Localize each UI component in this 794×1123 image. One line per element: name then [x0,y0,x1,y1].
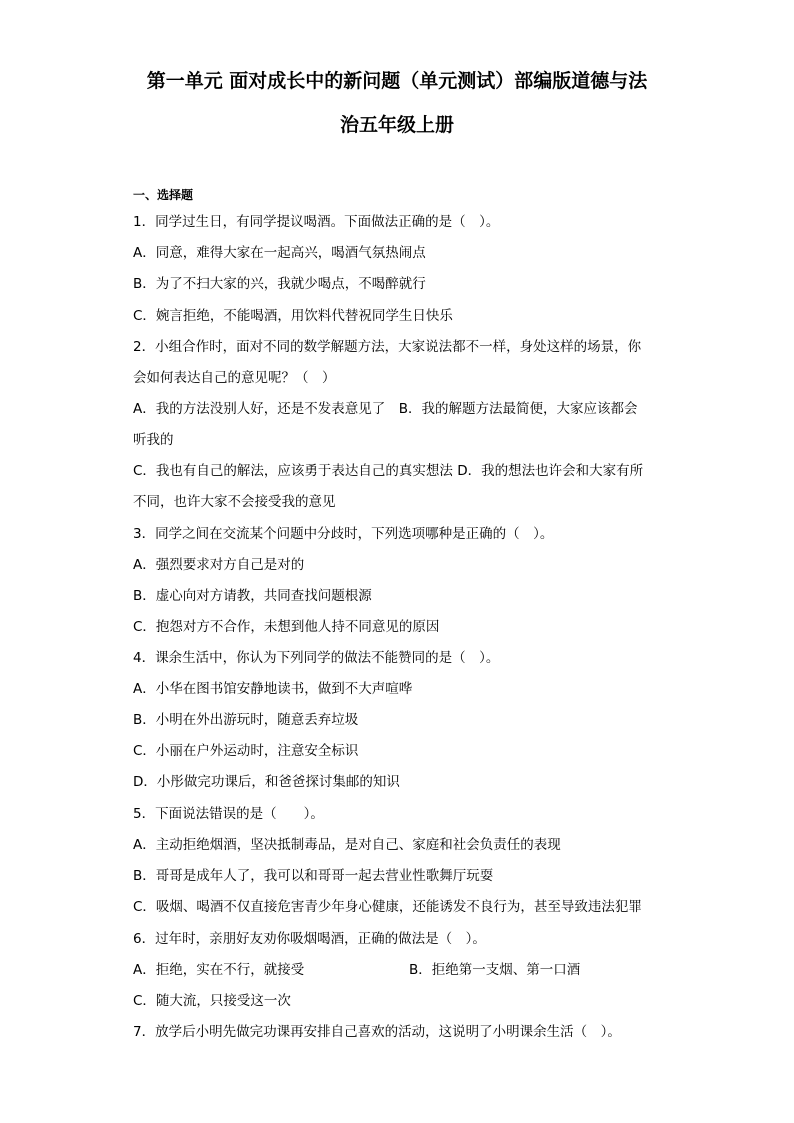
question-4-stem: 4．课余生活中，你认为下列同学的做法不能赞同的是（ ）。 [133,650,500,666]
question-1-option-a: A．同意，难得大家在一起高兴，喝酒气氛热闹点 [133,245,426,261]
question-4-option-a: A．小华在图书馆安静地读书，做到不大声喧哗 [133,681,413,697]
question-2-options-line-4: 不同，也许大家不会接受我的意见 [133,494,336,510]
question-1-option-b: B．为了不扫大家的兴，我就少喝点，不喝醉就行 [133,276,426,292]
question-3-option-a: A．强烈要求对方自己是对的 [133,557,305,573]
question-7-stem: 7．放学后小明先做完功课再安排自己喜欢的活动，这说明了小明课余生活（ ）。 [133,1024,621,1040]
question-5-option-b: B．哥哥是成年人了，我可以和哥哥一起去营业性歌舞厅玩耍 [133,868,494,884]
question-6-option-a: A．拒绝，实在不行，就接受 [133,962,305,978]
page-title-line-2: 治五年级上册 [339,114,454,136]
question-2-options-line-3: C．我也有自己的解法，应该勇于表达自己的真实想法 D．我的想法也许会和大家有所 [133,463,644,479]
question-5-option-a: A．主动拒绝烟酒，坚决抵制毒品，是对自己、家庭和社会负责任的表现 [133,837,561,853]
page-title-line-1: 第一单元 面对成长中的新问题（单元测试）部编版道德与法 [146,70,648,92]
question-6-option-b: B．拒绝第一支烟、第一口酒 [409,962,581,978]
question-4-option-d: D．小彤做完功课后，和爸爸探讨集邮的知识 [133,774,400,790]
question-2-options-line-1: A．我的方法没别人好，还是不发表意见了 B．我的解题方法最简便，大家应该都会 [133,401,638,417]
question-5-stem: 5．下面说法错误的是（ ）。 [133,806,324,822]
question-3-stem: 3．同学之间在交流某个问题中分歧时，下列选项哪种是正确的（ ）。 [133,526,554,542]
question-6-option-c: C．随大流，只接受这一次 [133,993,291,1009]
question-2-stem-line-2: 会如何表达自己的意见呢？（ ） [133,370,336,386]
question-6-stem: 6．过年时，亲朋好友劝你吸烟喝酒，正确的做法是（ ）。 [133,931,486,947]
question-4-option-b: B．小明在外出游玩时，随意丢弃垃圾 [133,712,359,728]
question-1-option-c: C．婉言拒绝，不能喝酒，用饮料代替祝同学生日快乐 [133,308,453,324]
question-4-option-c: C．小丽在户外运动时，注意安全标识 [133,743,359,759]
question-3-option-c: C．抱怨对方不合作，未想到他人持不同意见的原因 [133,619,440,635]
question-6-options-row [133,960,673,980]
question-3-option-b: B．虚心向对方请教，共同查找问题根源 [133,588,372,604]
question-2-stem-line-1: 2．小组合作时，面对不同的数学解题方法，大家说法都不一样，身处这样的场景，你 [133,339,642,355]
question-2-options-line-2: 听我的 [133,432,174,448]
question-1-stem: 1．同学过生日，有同学提议喝酒。下面做法正确的是（ ）。 [133,214,500,230]
question-5-option-c: C．吸烟、喝酒不仅直接危害青少年身心健康，还能诱发不良行为，甚至导致违法犯罪 [133,899,642,915]
section-heading: 一、选择题 [133,188,194,202]
